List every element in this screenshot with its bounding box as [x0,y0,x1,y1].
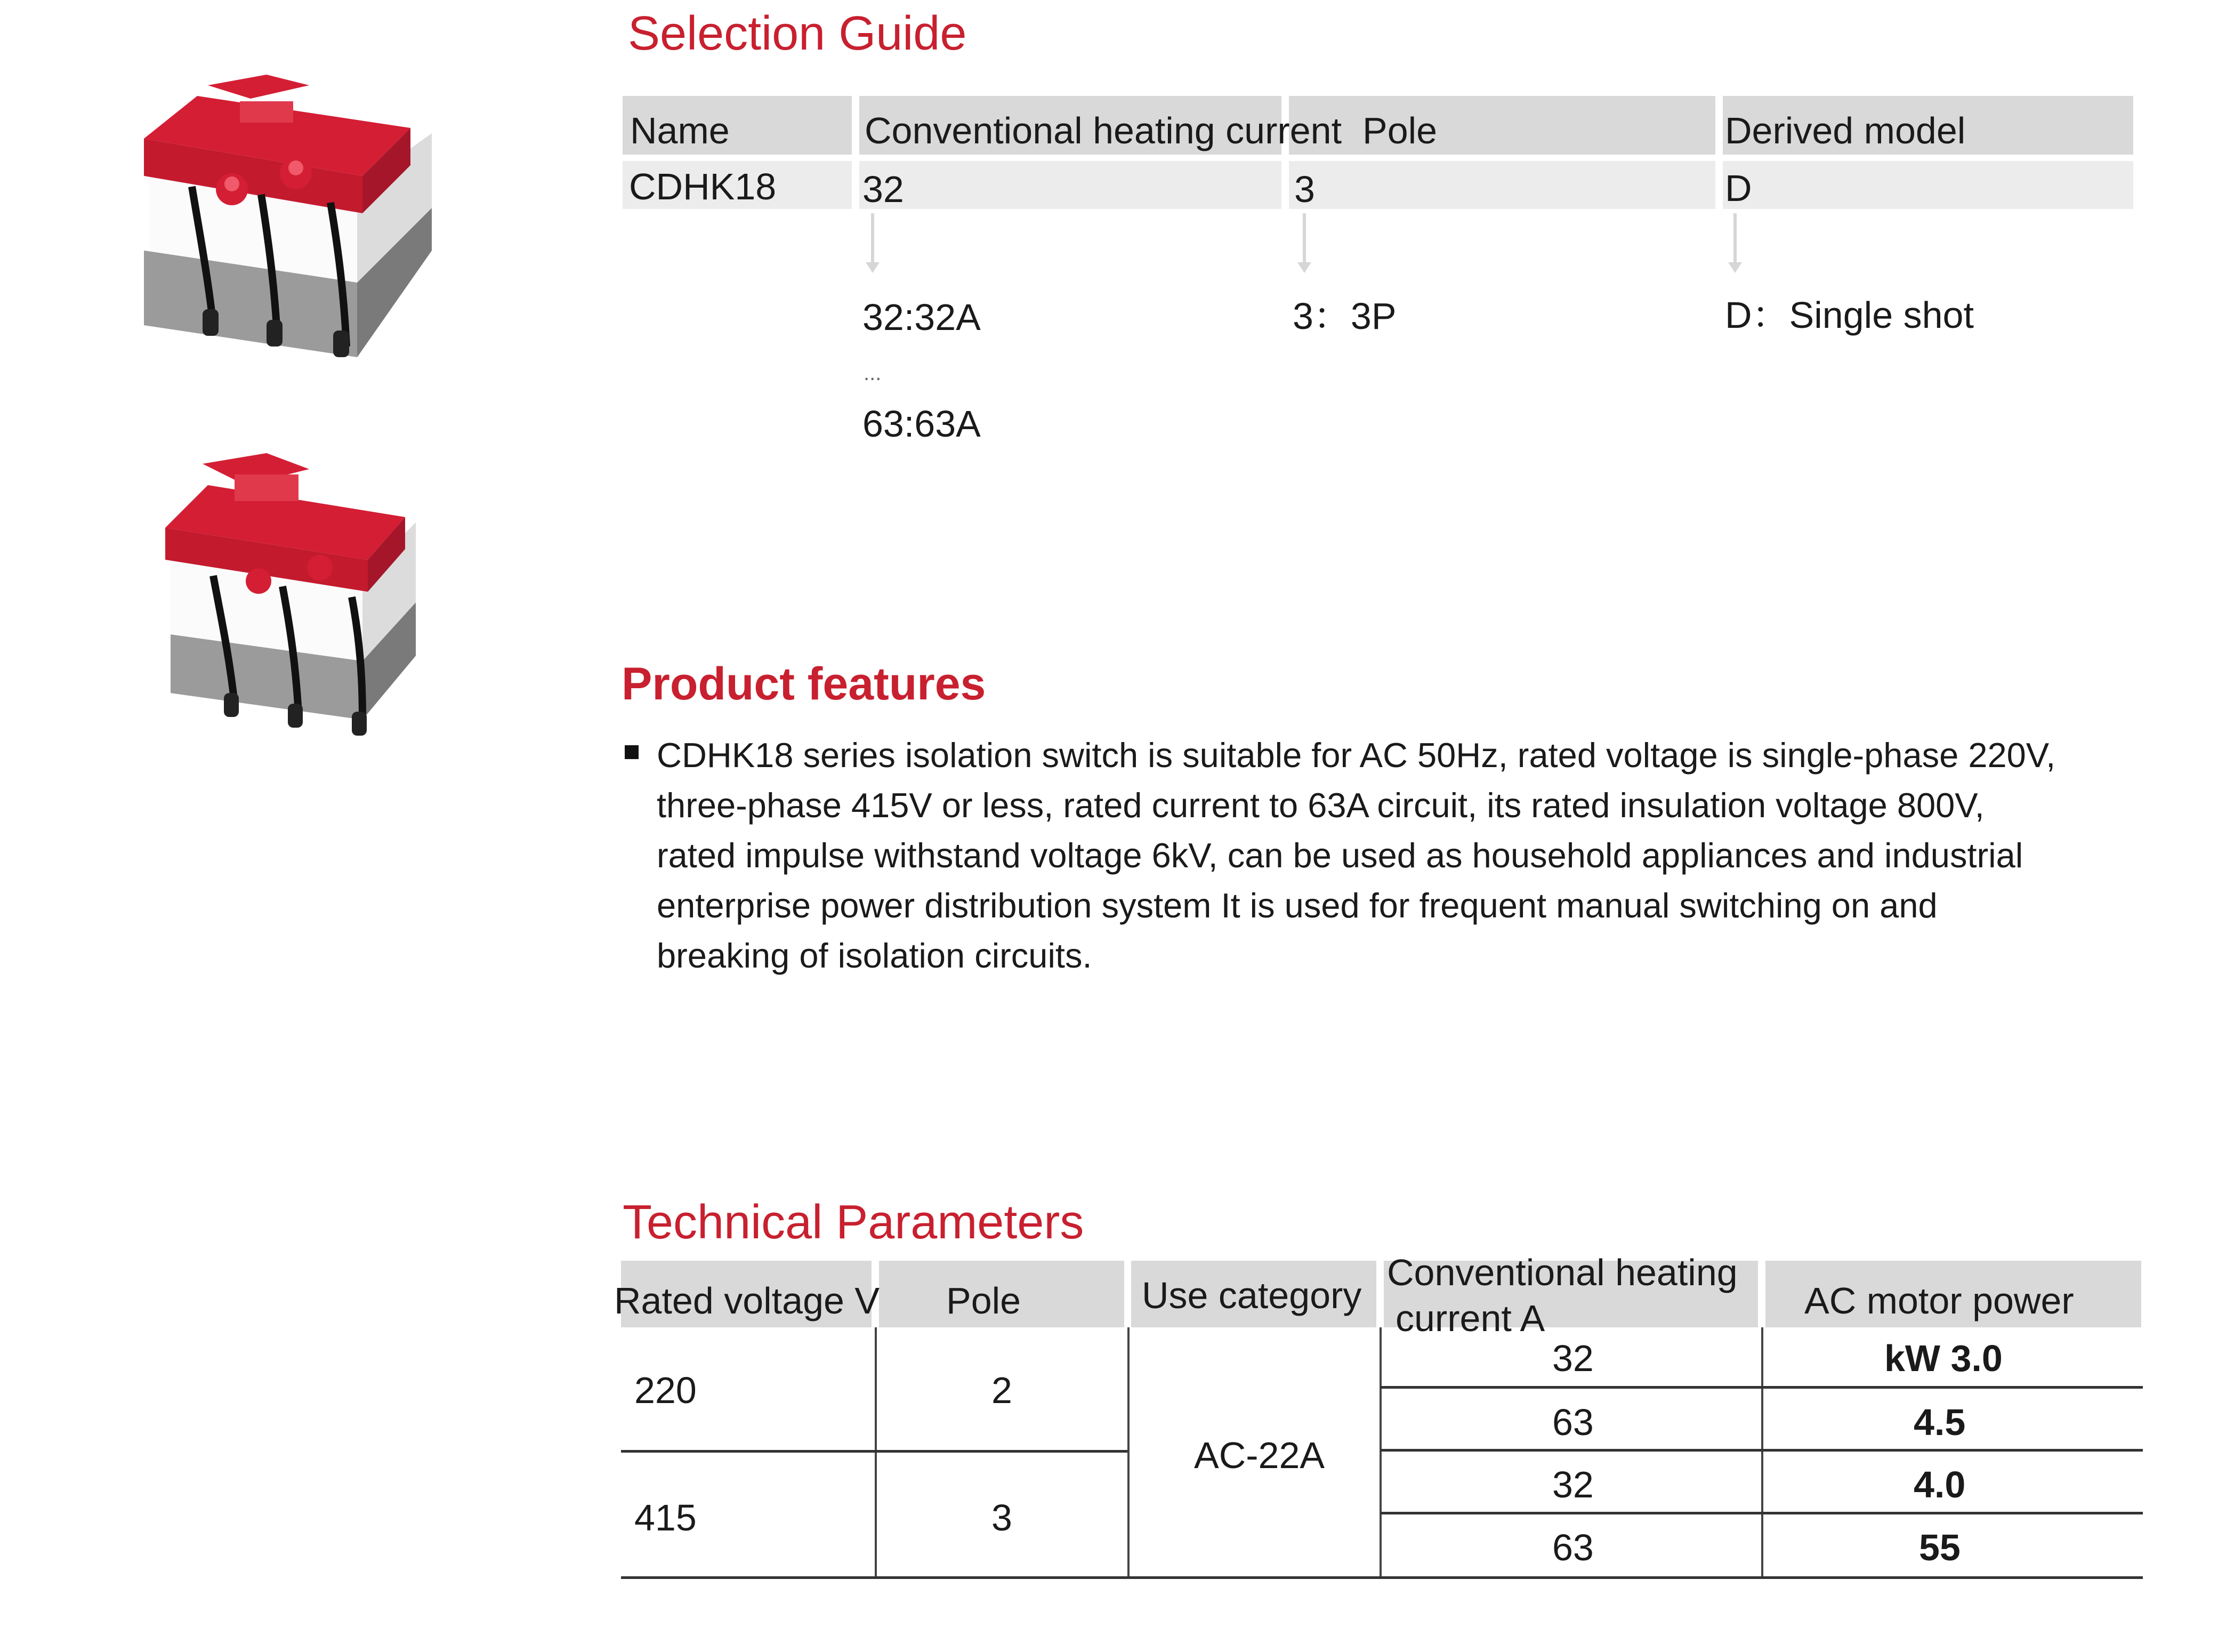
tp-use-category: AC-22A [1194,1435,1325,1476]
tp-header-current-line2: current A [1396,1298,1545,1339]
tp-voltage-415: 415 [634,1497,697,1538]
sg-value-name: CDHK18 [629,166,777,207]
tp-hline [621,1576,2143,1579]
tp-header-power: AC motor power [1804,1280,2074,1321]
tp-header-current-line1: Conventional heating [1387,1252,1738,1293]
sg-header-current: Conventional heating current [865,110,1342,151]
tp-voltage-220: 220 [634,1369,697,1411]
sg-header-name: Name [630,110,730,151]
tp-row-power: 55 [1919,1527,1961,1568]
product-image-2pole [149,453,426,741]
selection-guide-title: Selection Guide [628,7,967,60]
pole-legend: 3：3P [1293,295,1397,337]
sg-header-pole-cell [1289,96,1715,155]
derived-down-arrow [1733,213,1737,267]
tp-row-power: 4.5 [1914,1401,1966,1443]
tp-header-pole: Pole [946,1280,1021,1321]
features-line: CDHK18 series isolation switch is suitable for AC 50Hz, rated voltage is single-phase 220V, [657,736,2056,775]
sg-value-derived: D [1725,167,1752,209]
tp-row-current: 63 [1552,1401,1594,1443]
tp-row-power: kW 3.0 [1884,1337,2003,1379]
tp-vline [875,1327,877,1578]
features-line: enterprise power distribution system It is used for frequent manual switching on and [657,886,1938,925]
features-line: breaking of isolation circuits. [657,936,1092,975]
bullet-icon [625,745,639,759]
tp-row-power: 4.0 [1914,1464,1966,1505]
tp-vline [1127,1327,1130,1578]
tp-pole-2: 2 [991,1369,1012,1411]
tp-hline [621,1450,1127,1453]
features-paragraph [657,730,2203,981]
derived-legend: D：Single shot [1725,294,1974,336]
tp-hline [1381,1449,2143,1452]
features-line: rated impulse withstand voltage 6kV, can be used as household appliances and industrial [657,836,2023,875]
pole-down-arrow [1303,213,1306,267]
technical-parameters-title: Technical Parameters [623,1196,1084,1249]
sg-value-current-cell [859,161,1281,209]
sg-value-pole: 3 [1294,168,1315,210]
tp-pole-3: 3 [991,1497,1012,1538]
sg-header-pole: Pole [1362,110,1438,151]
sg-value-pole-cell [1289,161,1715,209]
current-legend-last: 63:63A [862,403,981,445]
sg-value-derived-cell [1723,161,2133,209]
tp-vline [1380,1327,1382,1578]
tp-header-category: Use category [1142,1275,1362,1316]
tp-row-current: 32 [1552,1464,1594,1505]
tp-row-current: 63 [1552,1527,1594,1568]
features-line: three-phase 415V or less, rated current to 63A circuit, its rated insulation voltage 800V, [657,786,1985,825]
sg-header-derived: Derived model [1725,110,1966,151]
current-down-arrow [871,213,874,267]
tp-row-current: 32 [1552,1337,1594,1379]
product-image-3pole [133,75,453,373]
current-legend-ellipsis: ... [864,361,882,385]
product-features-title: Product features [622,658,986,710]
tp-hline [1381,1512,2143,1514]
current-legend-first: 32:32A [862,296,981,338]
sg-value-current: 32 [862,168,904,210]
tp-vline [1761,1327,1763,1578]
tp-header-voltage: Rated voltage V [614,1280,880,1321]
tp-hline [1381,1386,2143,1389]
